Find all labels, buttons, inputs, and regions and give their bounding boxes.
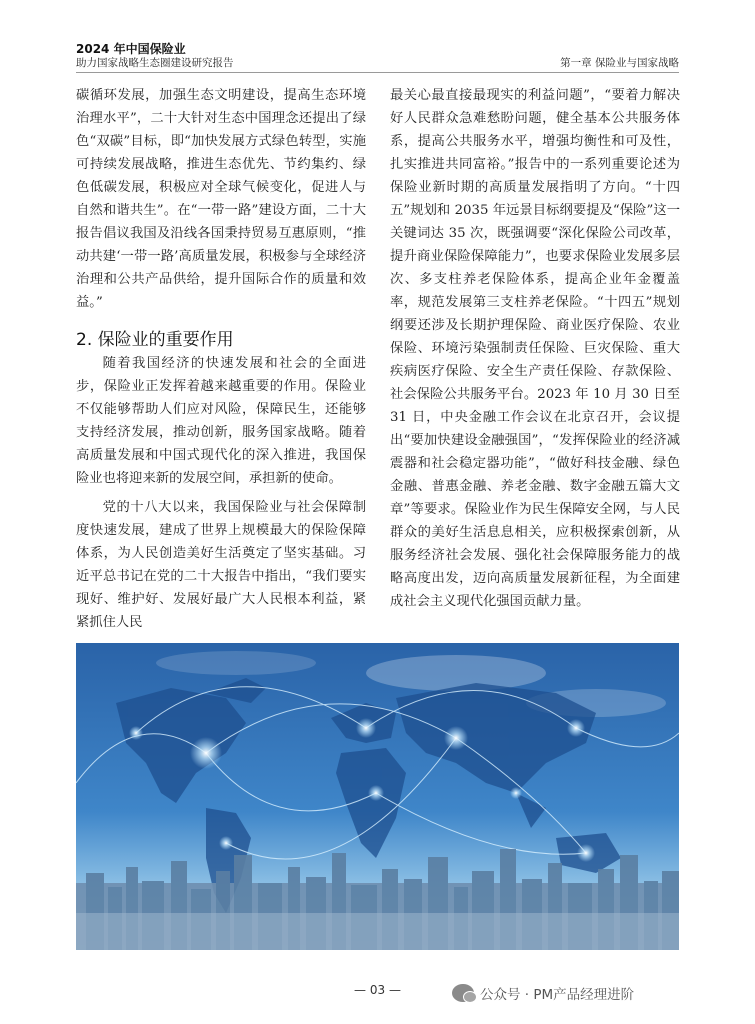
- watermark-text: 公众号 · PM产品经理进阶: [480, 987, 635, 1003]
- page-number: — 03 —: [354, 983, 401, 997]
- report-subtitle: 助力国家战略生态圈建设研究报告: [76, 57, 234, 69]
- wechat-watermark: [452, 983, 634, 1003]
- right-column: [390, 84, 680, 613]
- section-heading: 2. 保险业的重要作用: [76, 330, 234, 350]
- paragraph: 随着我国经济的快速发展和社会的全面进步，保险业正发挥着越来越重要的作用。保险业不仅能够帮助人们应对风险，保障民生，还能够支持经济发展，推动创新，服务国家战略。随着高质量发展和中国式现代化的深入推进，我国保险业也将迎来新的发展空间，承担新的使命。: [76, 356, 366, 486]
- paragraph-continued: 碳循环发展，加强生态文明建设，提高生态环境治理水平”，二十大针对生态中国理念还提出了绿色“双碳”目标，即“加快发展方式绿色转型，实施可持续发展战略，推进生态优先、节约集约、绿色低碳发展，积极应对全球气候变化，促进人与自然和谐共生”。在“一带一路”建设方面，二十大报告倡议我国及沿线各国秉持贸易互惠原则，“推动共建‘一带一路’高质量发展，积极参与全球经济治理和公共产品供给，提升国际合作的质量和效益。”: [76, 88, 366, 310]
- paragraph: 党的十八大以来，我国保险业与社会保障制度快速发展，建成了世界上规模最大的保险保障体系，为人民创造美好生活奠定了坚实基础。习近平总书记在党的二十大报告中指出，“我们要实现好、维护好、发展好最广大人民根本利益，紧紧抓住人民: [76, 500, 366, 630]
- report-title: 2024 年中国保险业: [76, 42, 186, 56]
- left-column: [76, 84, 366, 634]
- header-divider: [76, 72, 679, 73]
- paragraph-continued: 最关心最直接最现实的利益问题”，“要着力解决好人民群众急难愁盼问题，健全基本公共服务体系，提高公共服务水平，增强均衡性和可及性，扎实推进共同富裕。”报告中的一系列重要论述为保险业新时期的高质量发展指明了方向。“十四五”规划和 2035 年远景目标纲要提及“保险”这一关键词达 35 次，既强调要“深化保险公司改革，提升商业保险保障能力”，也要求保险业发展多层次、多支柱养老保险体系，提高企业年金覆盖率，规范发展第三支柱养老保险。“十四五”规划纲要还涉及长期护理保险、商业医疗保险、农业保险、环境污染强制责任保险、巨灾保险、重大疾病医疗保险、安全生产责任保险、存款保险、社会保险公共服务平台。2023 年 10 月 30 日至 31 日，中央金融工作会议在北京召开，会议提出“要加快建设金融强国”，“发挥保险业的经济减震器和社会稳定器功能”，“做好科技金融、绿色金融、普惠金融、养老金融、数字金融五篇大文章”等要求。保险业作为民生保障安全网，与人民群众的美好生活息息相关，应积极探索创新，从服务经济社会发展、强化社会保障服务能力的战略高度出发，迈向高质量发展新征程，为全面建成社会主义现代化强国贡献力量。: [390, 88, 680, 609]
- page-header: [76, 42, 679, 70]
- chapter-label: 第一章 保险业与国家战略: [560, 57, 679, 69]
- wechat-icon: [452, 984, 474, 1002]
- world-map-city-photo: [76, 643, 679, 950]
